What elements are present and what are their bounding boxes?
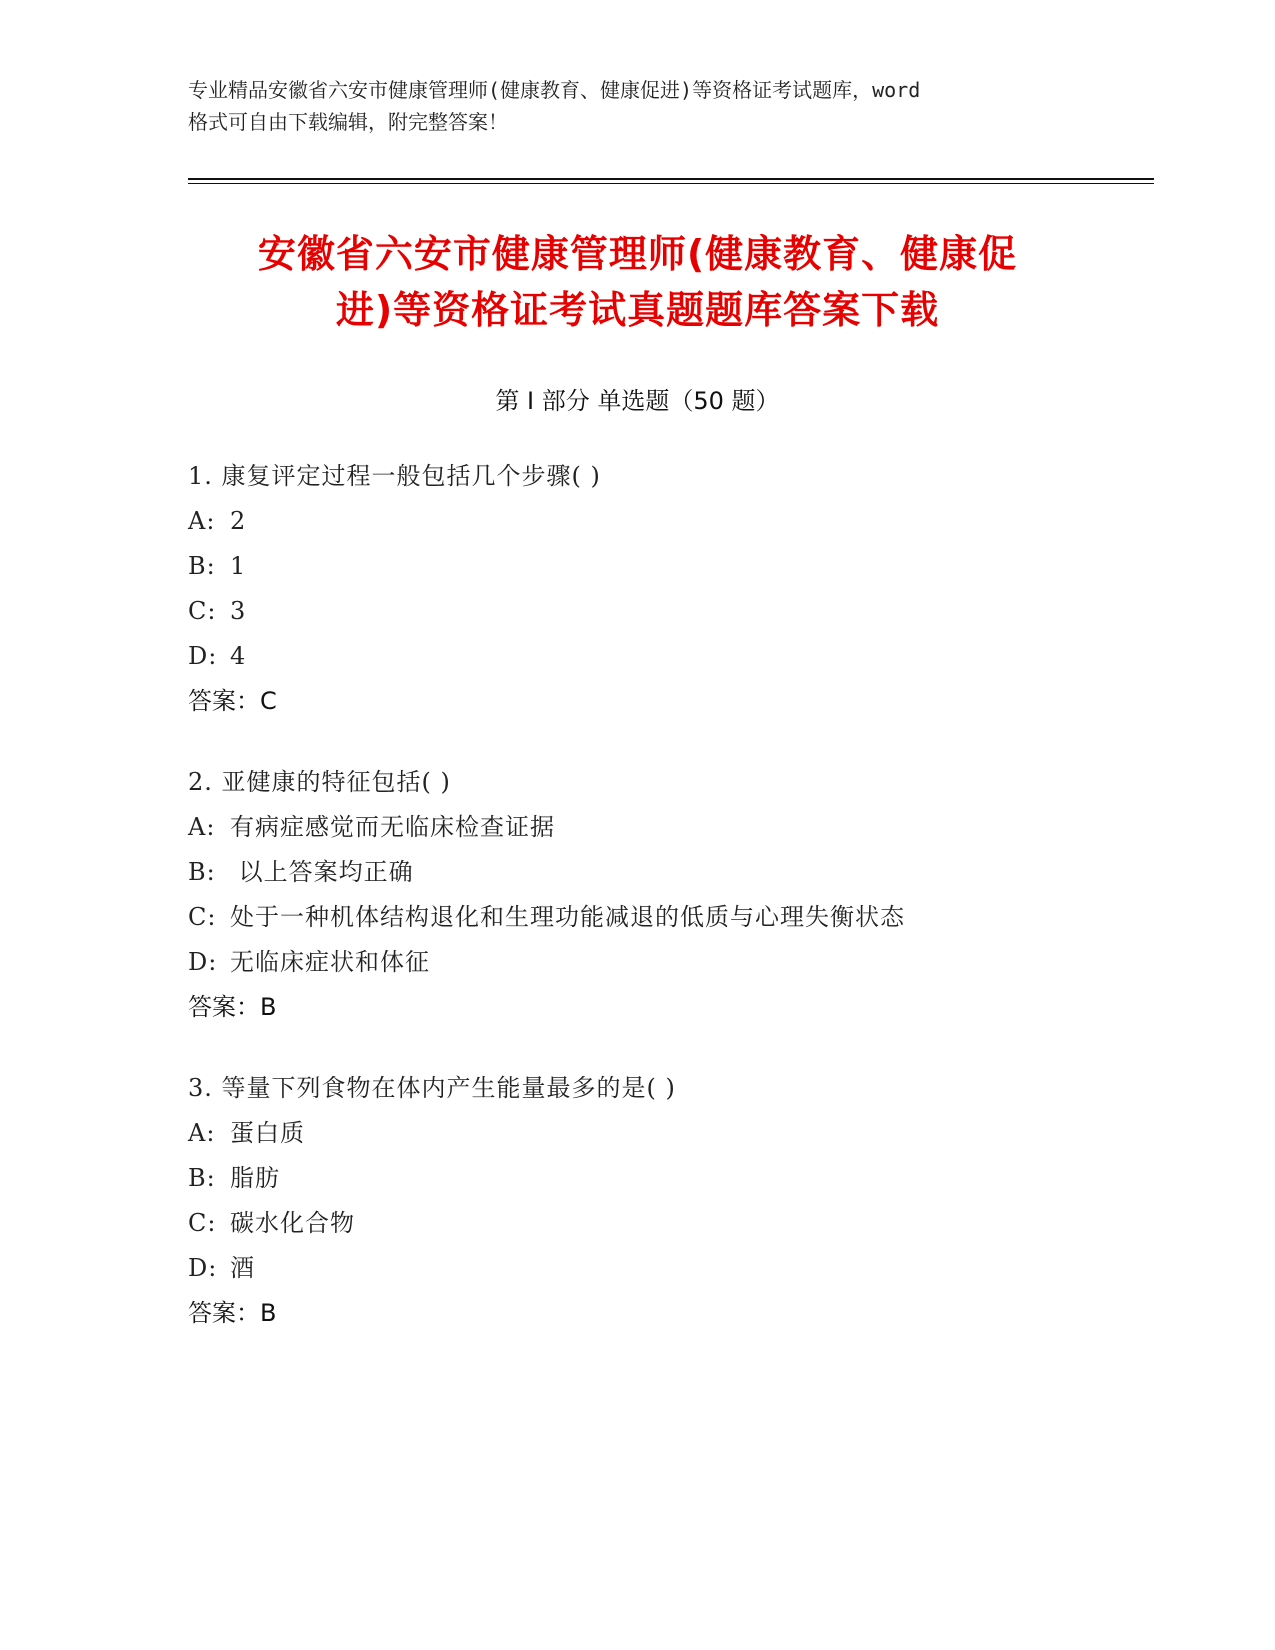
header-divider-thick [188, 178, 1154, 180]
option-letter: D: [188, 948, 218, 976]
option-text: 酒 [230, 1254, 255, 1282]
question-3 [188, 1066, 1088, 1336]
option-letter: B: [188, 552, 216, 580]
option-d [188, 634, 1088, 679]
option-text: 1 [230, 552, 247, 580]
option-letter: B: [188, 858, 216, 886]
option-text: 4 [230, 642, 247, 670]
option-letter: A: [188, 1119, 216, 1147]
option-text: 蛋白质 [230, 1119, 305, 1147]
option-a [188, 1111, 1088, 1156]
answer-value: B [260, 993, 277, 1021]
document-title-line-1: 安徽省六安市健康管理师(健康教育、健康促 [257, 232, 1018, 276]
option-text: 处于一种机体结构退化和生理功能减退的低质与心理失衡状态 [230, 903, 905, 931]
option-text: 碳水化合物 [230, 1209, 355, 1237]
option-a [188, 805, 1088, 850]
option-text: 以上答案均正确 [230, 858, 414, 886]
option-letter: D: [188, 1254, 218, 1282]
header-note [188, 74, 1088, 138]
option-d [188, 940, 1088, 985]
option-letter: C: [188, 903, 217, 931]
option-text: 3 [230, 597, 247, 625]
option-b [188, 1156, 1088, 1201]
option-c [188, 589, 1088, 634]
option-text: 无临床症状和体征 [230, 948, 430, 976]
document-title [170, 226, 1105, 338]
option-letter: C: [188, 597, 217, 625]
document-title-line-2: 进)等资格证考试真题题库答案下载 [335, 288, 940, 332]
option-b [188, 544, 1088, 589]
header-note-line-1: 专业精品安徽省六安市健康管理师(健康教育、健康促进)等资格证考试题库，word [188, 78, 921, 102]
option-c [188, 1201, 1088, 1246]
answer-value: C [260, 687, 277, 715]
option-text: 2 [230, 507, 247, 535]
option-d [188, 1246, 1088, 1291]
answer-line [188, 1291, 1088, 1336]
answer-label: 答案： [188, 687, 260, 715]
question-stem: 3. 等量下列食物在体内产生能量最多的是( ) [188, 1074, 676, 1102]
answer-value: B [260, 1299, 277, 1327]
option-letter: A: [188, 813, 216, 841]
question-1 [188, 454, 1088, 724]
option-text: 脂肪 [230, 1164, 280, 1192]
answer-label: 答案： [188, 993, 260, 1021]
question-stem: 2. 亚健康的特征包括( ) [188, 768, 451, 796]
question-2 [188, 760, 1088, 1030]
option-letter: C: [188, 1209, 217, 1237]
option-letter: B: [188, 1164, 216, 1192]
header-divider-thin [188, 183, 1154, 184]
section-heading: 第 I 部分 单选题（50 题） [495, 387, 780, 415]
answer-label: 答案： [188, 1299, 260, 1327]
option-b [188, 850, 1088, 895]
option-c [188, 895, 1088, 940]
header-note-line-2: 格式可自由下载编辑，附完整答案！ [188, 110, 508, 134]
answer-line [188, 679, 1088, 724]
option-letter: A: [188, 507, 216, 535]
option-text: 有病症感觉而无临床检查证据 [230, 813, 555, 841]
option-letter: D: [188, 642, 218, 670]
answer-line [188, 985, 1088, 1030]
option-a [188, 499, 1088, 544]
question-stem: 1. 康复评定过程一般包括几个步骤( ) [188, 462, 601, 490]
